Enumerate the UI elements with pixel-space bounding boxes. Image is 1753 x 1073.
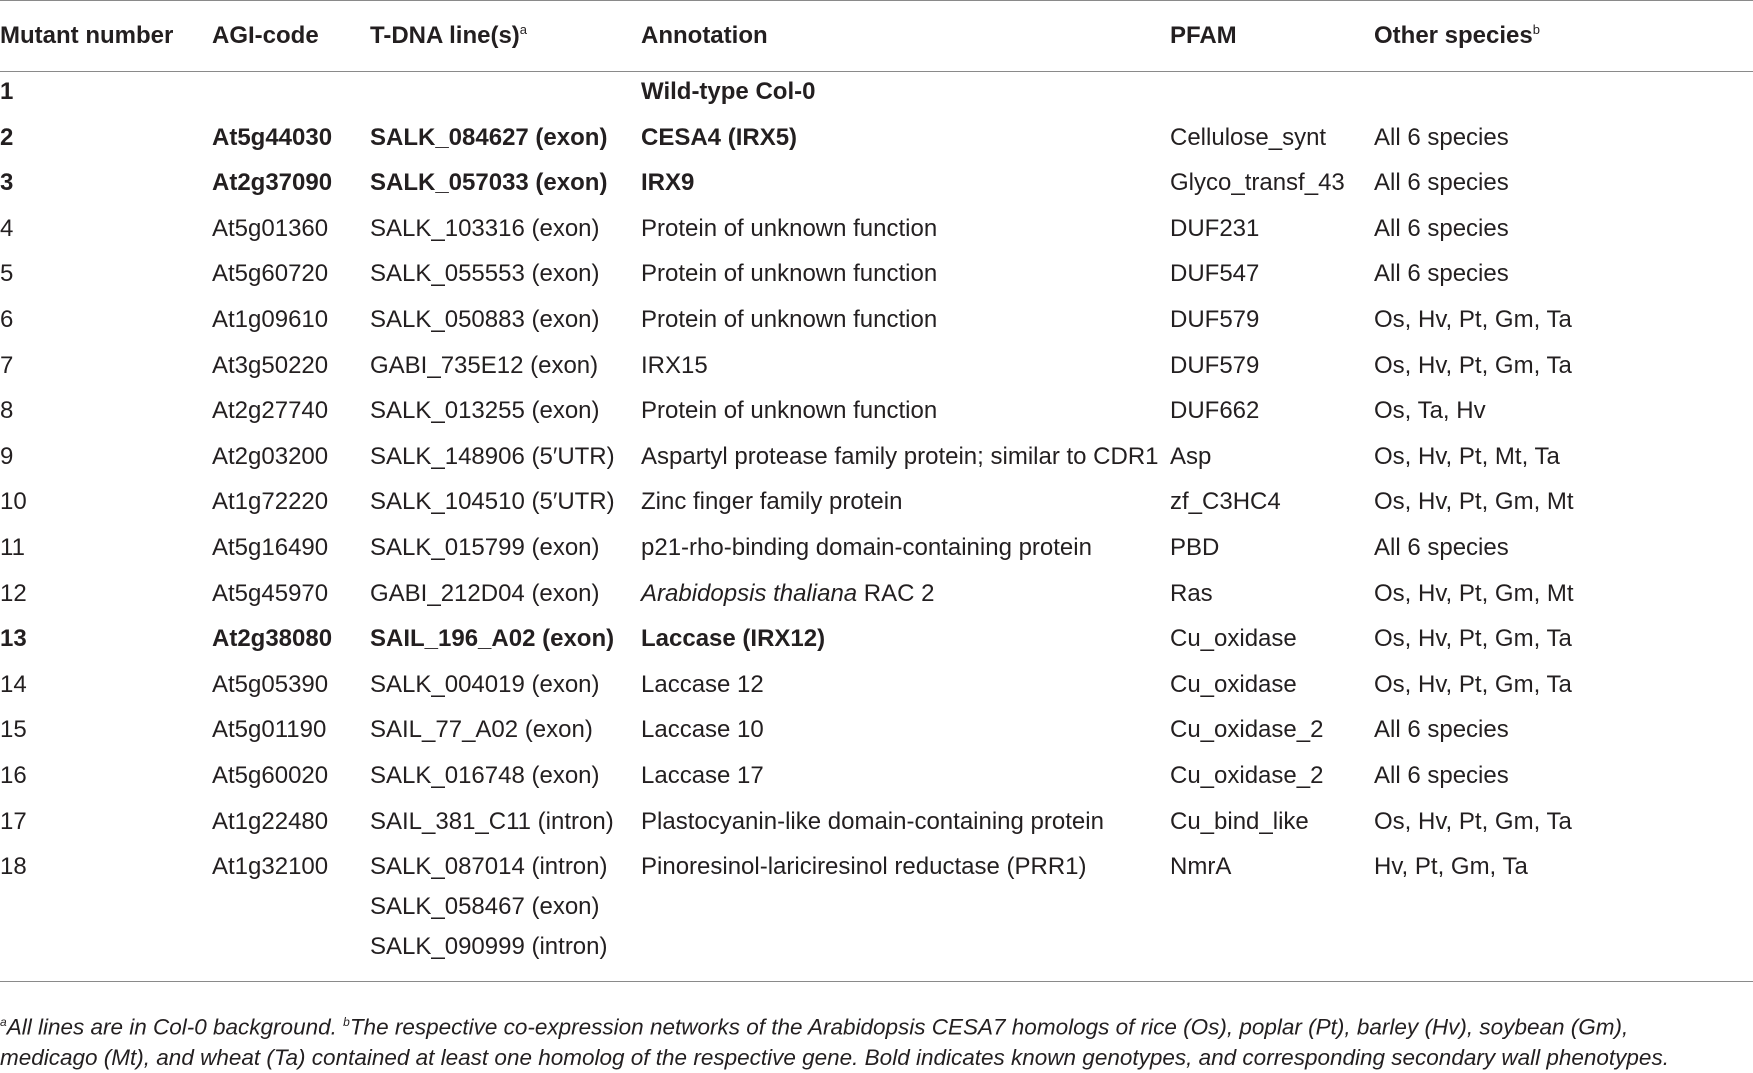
- tdna-line: SALK_087014 (intron): [370, 853, 608, 881]
- cell-annotation: Aspartyl protease family protein; similar to CDR1: [641, 442, 1159, 470]
- cell-pfam: Cu_bind_like: [1170, 807, 1309, 835]
- footnote-mark-a: a: [519, 22, 528, 37]
- cell-annotation: p21-rho-binding domain-containing protein: [641, 533, 1092, 561]
- header-pfam: PFAM: [1170, 1, 1374, 72]
- cell-other-species: Os, Hv, Pt, Gm, Mt: [1374, 488, 1574, 516]
- cell-mutant-number: 12: [0, 579, 27, 607]
- cell-other-species: All 6 species: [1374, 123, 1509, 151]
- cell-agi-code: At5g44030: [212, 123, 333, 151]
- cell-mutant-number: 8: [0, 397, 14, 425]
- cell-annotation: Protein of unknown function: [641, 214, 938, 242]
- table-row: [0, 756, 1753, 802]
- cell-mutant-number: 16: [0, 761, 27, 789]
- cell-other-species: Hv, Pt, Gm, Ta: [1374, 847, 1753, 982]
- cell-agi-code: At1g32100: [212, 847, 370, 982]
- cell-mutant-number: 9: [0, 442, 14, 470]
- table-row: [0, 163, 1753, 209]
- cell-annotation: Protein of unknown function: [641, 305, 938, 333]
- table-row: [0, 847, 1753, 982]
- cell-pfam: DUF547: [1170, 260, 1260, 288]
- cell-pfam: DUF579: [1170, 305, 1260, 333]
- cell-annotation: Laccase 12: [641, 670, 764, 698]
- tdna-line: SALK_057033 (exon): [370, 169, 608, 197]
- tdna-line: GABI_735E12 (exon): [370, 351, 599, 379]
- cell-mutant-number: 5: [0, 260, 14, 288]
- cell-tdna-lines: [370, 619, 641, 665]
- header-other-species: Other species$^b$: [1374, 1, 1753, 72]
- cell-tdna-lines: [370, 209, 641, 255]
- cell-other-species: Os, Hv, Pt, Mt, Ta: [1374, 442, 1560, 470]
- cell-annotation: Plastocyanin-like domain-containing protein: [641, 807, 1104, 835]
- cell-pfam: Cu_oxidase: [1170, 670, 1297, 698]
- table-row: [0, 574, 1753, 620]
- cell-agi-code: At2g38080: [212, 625, 333, 653]
- header-tdna-lines: T-DNA $line(s)^a$: [370, 1, 641, 72]
- tdna-line: SALK_103316 (exon): [370, 214, 600, 242]
- cell-tdna-lines: [370, 665, 641, 711]
- cell-pfam: DUF662: [1170, 397, 1260, 425]
- table-row: [0, 118, 1753, 164]
- footnote-line-1: $^a$All lines are in Col-0 background. $^b$The respective co-expression networks of the Arabidopsis CESA7 homologs of rice (Os), poplar (Pt), barley (Hv), soybean (Gm),: [0, 1014, 1629, 1040]
- cell-annotation: Pinoresinol-lariciresinol reductase (PRR1): [641, 847, 1170, 982]
- table-row: [0, 437, 1753, 483]
- cell-tdna-lines: [370, 756, 641, 802]
- cell-annotation: Laccase 10: [641, 716, 764, 744]
- cell-tdna-lines: [370, 847, 641, 982]
- cell-mutant-number: 15: [0, 716, 27, 744]
- cell-annotation: Wild-type Col-0: [641, 78, 816, 105]
- table-row: [0, 619, 1753, 665]
- cell-tdna-lines: [370, 574, 641, 620]
- tdna-line: GABI_212D04 (exon): [370, 579, 600, 607]
- cell-mutant-number: 3: [0, 169, 14, 197]
- cell-agi-code: [212, 72, 370, 118]
- cell-agi-code: At1g72220: [212, 488, 329, 516]
- cell-mutant-number: 13: [0, 625, 27, 653]
- cell-other-species: All 6 species: [1374, 761, 1509, 789]
- cell-tdna-lines: [370, 346, 641, 392]
- header-annotation: Annotation: [641, 1, 1170, 72]
- cell-other-species: All 6 species: [1374, 716, 1509, 744]
- cell-agi-code: At2g37090: [212, 169, 333, 197]
- cell-tdna-lines: [370, 391, 641, 437]
- tdna-line: SALK_090999 (intron): [370, 933, 608, 961]
- cell-annotation: Protein of unknown function: [641, 397, 938, 425]
- cell-pfam: DUF579: [1170, 351, 1260, 379]
- table-footnote: [0, 1007, 1753, 1073]
- cell-other-species: All 6 species: [1374, 214, 1509, 242]
- tdna-line: SAIL_196_A02 (exon): [370, 625, 615, 653]
- footnote-line-2: medicago (Mt), and wheat (Ta) contained at least one homolog of the respective gene. Bold indicates known genotypes, and corresponding secondary wall phenotypes.: [0, 1044, 1669, 1070]
- cell-agi-code: At2g03200: [212, 442, 329, 470]
- cell-tdna-lines: [370, 300, 641, 346]
- cell-annotation: Arabidopsis thaliana RAC 2: [641, 579, 935, 607]
- cell-agi-code: At3g50220: [212, 351, 329, 379]
- cell-pfam: Ras: [1170, 579, 1213, 607]
- table-row: [0, 254, 1753, 300]
- cell-pfam: DUF231: [1170, 214, 1260, 242]
- cell-agi-code: At5g60020: [212, 761, 329, 789]
- cell-mutant-number: 18: [0, 847, 212, 982]
- cell-annotation: CESA4 (IRX5): [641, 123, 798, 151]
- cell-other-species: Os, Hv, Pt, Gm, Ta: [1374, 670, 1572, 698]
- cell-mutant-number: 14: [0, 670, 27, 698]
- table-row: [0, 72, 1753, 118]
- cell-tdna-lines: [370, 118, 641, 164]
- cell-annotation: IRX9: [641, 169, 695, 197]
- tdna-line: SALK_016748 (exon): [370, 761, 600, 789]
- cell-tdna-lines: [370, 528, 641, 574]
- tdna-line: SALK_055553 (exon): [370, 260, 600, 288]
- cell-pfam: Glyco_transf_43: [1170, 169, 1345, 197]
- cell-agi-code: At5g01360: [212, 214, 329, 242]
- cell-other-species: Os, Hv, Pt, Gm, Mt: [1374, 579, 1574, 607]
- table-row: [0, 665, 1753, 711]
- cell-agi-code: At5g45970: [212, 579, 329, 607]
- cell-annotation: Laccase 17: [641, 761, 764, 789]
- cell-annotation: Protein of unknown function: [641, 260, 938, 288]
- cell-other-species: All 6 species: [1374, 169, 1509, 197]
- cell-agi-code: At1g22480: [212, 807, 329, 835]
- cell-agi-code: At5g60720: [212, 260, 329, 288]
- header-row: [0, 1, 1753, 72]
- cell-pfam: Cu_oxidase_2: [1170, 761, 1324, 789]
- cell-pfam: PBD: [1170, 533, 1220, 561]
- cell-mutant-number: 11: [0, 533, 25, 561]
- table-row: [0, 802, 1753, 848]
- table-row: [0, 346, 1753, 392]
- cell-annotation: IRX15: [641, 351, 708, 379]
- tdna-line: SALK_013255 (exon): [370, 397, 600, 425]
- cell-pfam: NmrA: [1170, 847, 1374, 982]
- cell-mutant-number: 1: [0, 78, 14, 105]
- cell-mutant-number: 6: [0, 305, 14, 333]
- table-row: [0, 482, 1753, 528]
- cell-other-species: [1374, 72, 1753, 118]
- tdna-line: SALK_058467 (exon): [370, 893, 600, 921]
- cell-agi-code: At5g16490: [212, 533, 329, 561]
- cell-tdna-lines: [370, 482, 641, 528]
- cell-agi-code: At5g05390: [212, 670, 329, 698]
- cell-tdna-lines: [370, 254, 641, 300]
- cell-mutant-number: 17: [0, 807, 27, 835]
- tdna-line: [370, 72, 641, 112]
- cell-other-species: Os, Hv, Pt, Gm, Ta: [1374, 625, 1572, 653]
- cell-tdna-lines: [370, 72, 641, 118]
- cell-other-species: All 6 species: [1374, 260, 1509, 288]
- cell-mutant-number: 4: [0, 214, 14, 242]
- table-row: [0, 710, 1753, 756]
- cell-tdna-lines: [370, 710, 641, 756]
- header-mutant-number: Mutant number: [0, 1, 212, 72]
- cell-pfam: Cellulose_synt: [1170, 123, 1327, 151]
- tdna-line: SALK_084627 (exon): [370, 123, 608, 151]
- tdna-line: SAIL_381_C11 (intron): [370, 807, 614, 835]
- tdna-line: SALK_050883 (exon): [370, 305, 600, 333]
- tdna-line: SALK_104510 (5′UTR): [370, 488, 615, 516]
- cell-other-species: Os, Hv, Pt, Gm, Ta: [1374, 807, 1572, 835]
- cell-pfam: Asp: [1170, 442, 1212, 470]
- cell-other-species: Os, Hv, Pt, Gm, Ta: [1374, 305, 1572, 333]
- cell-mutant-number: 7: [0, 351, 14, 379]
- tdna-line: SALK_015799 (exon): [370, 533, 600, 561]
- cell-annotation: Laccase (IRX12): [641, 625, 826, 653]
- cell-agi-code: At5g01190: [212, 716, 327, 744]
- cell-tdna-lines: [370, 437, 641, 483]
- table-row: [0, 209, 1753, 255]
- cell-pfam: [1170, 72, 1374, 118]
- cell-other-species: Os, Hv, Pt, Gm, Ta: [1374, 351, 1572, 379]
- cell-pfam: Cu_oxidase_2: [1170, 716, 1324, 744]
- tdna-line: SALK_148906 (5′UTR): [370, 442, 615, 470]
- cell-mutant-number: 2: [0, 123, 14, 151]
- cell-other-species: Os, Ta, Hv: [1374, 397, 1486, 425]
- table-row: [0, 391, 1753, 437]
- cell-other-species: All 6 species: [1374, 533, 1509, 561]
- header-agi-code: AGI-code: [212, 1, 370, 72]
- cell-mutant-number: 10: [0, 488, 27, 516]
- cell-pfam: Cu_oxidase: [1170, 625, 1297, 653]
- cell-agi-code: At1g09610: [212, 305, 329, 333]
- cell-annotation: Zinc finger family protein: [641, 488, 903, 516]
- table-row: [0, 300, 1753, 346]
- cell-tdna-lines: [370, 163, 641, 209]
- cell-pfam: zf_C3HC4: [1170, 488, 1281, 516]
- cell-agi-code: At2g27740: [212, 397, 329, 425]
- tdna-line: SALK_004019 (exon): [370, 670, 600, 698]
- cell-tdna-lines: [370, 802, 641, 848]
- table-row: [0, 528, 1753, 574]
- tdna-line: SAIL_77_A02 (exon): [370, 716, 593, 744]
- footnote-mark-b: b: [1532, 22, 1540, 37]
